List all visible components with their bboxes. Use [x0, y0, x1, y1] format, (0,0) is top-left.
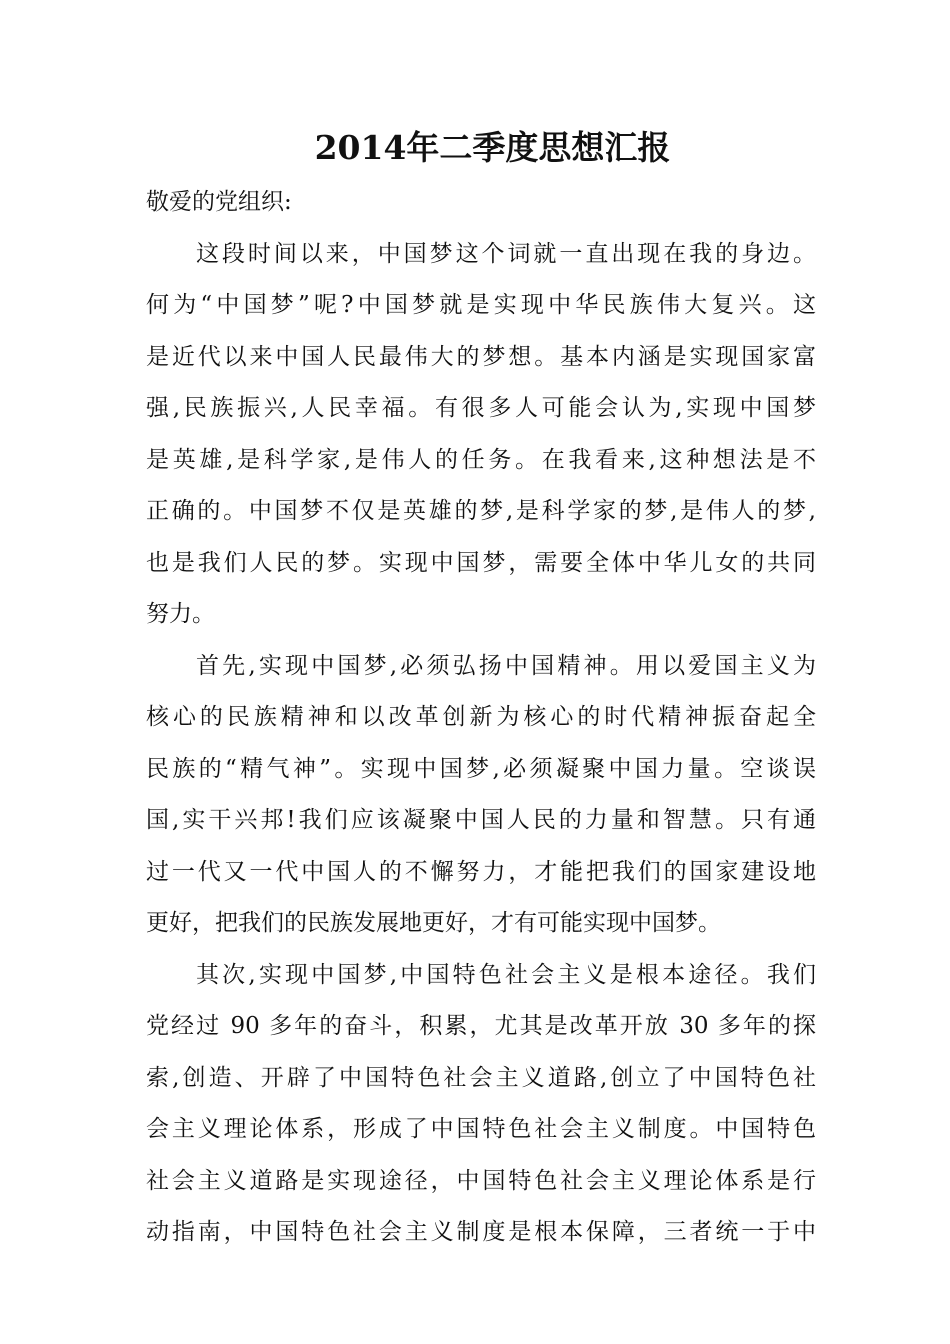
text-line: 索,创造、开辟了中国特色社会主义道路,创立了中国特色社 — [146, 1064, 816, 1091]
text-line: 国,实干兴邦!我们应该凝聚中国人民的力量和智慧。只有通 — [146, 807, 816, 833]
text-line: 也是我们人民的梦。实现中国梦，需要全体中华儿女的共同 — [146, 549, 816, 576]
text-line: 强,民族振兴,人民幸福。有很多人可能会认为,实现中国梦 — [146, 395, 816, 421]
text-line: 社会主义道路是实现途径，中国特色社会主义理论体系是行 — [146, 1167, 816, 1194]
text-line: 民族的“精气神”。实现中国梦,必须凝聚中国力量。空谈误 — [146, 755, 816, 782]
text-line: 更好，把我们的民族发展地更好，才有可能实现中国梦。 — [146, 910, 721, 936]
document-title: 2014年二季度思想汇报 — [314, 128, 671, 167]
text-line: 核心的民族精神和以改革创新为核心的时代精神振奋起全 — [146, 704, 816, 730]
text-line: 党经过 90 多年的奋斗，积累，尤其是改革开放 30 多年的探 — [146, 1013, 816, 1039]
document-body — [146, 177, 816, 1259]
text-line: 何为“中国梦”呢?中国梦就是实现中华民族伟大复兴。这 — [146, 292, 816, 318]
paragraph-lines — [146, 229, 816, 1259]
text-line: 是近代以来中国人民最伟大的梦想。基本内涵是实现国家富 — [146, 343, 816, 370]
salutation: 敬爱的党组织: — [146, 189, 292, 215]
text-line: 是英雄,是科学家,是伟人的任务。在我看来,这种想法是不 — [146, 446, 816, 473]
text-line: 努力。 — [146, 601, 215, 627]
text-line: 会主义理论体系，形成了中国特色社会主义制度。中国特色 — [146, 1116, 816, 1142]
text-line: 动指南，中国特色社会主义制度是根本保障，三者统一于中 — [146, 1219, 816, 1245]
text-line: 过一代又一代中国人的不懈努力，才能把我们的国家建设地 — [146, 858, 816, 885]
text-line: 这段时间以来，中国梦这个词就一直出现在我的身边。 — [196, 240, 816, 267]
text-line: 其次,实现中国梦,中国特色社会主义是根本途径。我们 — [196, 961, 816, 988]
text-line: 正确的。中国梦不仅是英雄的梦,是科学家的梦,是伟人的梦, — [146, 498, 816, 524]
text-line: 首先,实现中国梦,必须弘扬中国精神。用以爱国主义为 — [196, 652, 816, 679]
